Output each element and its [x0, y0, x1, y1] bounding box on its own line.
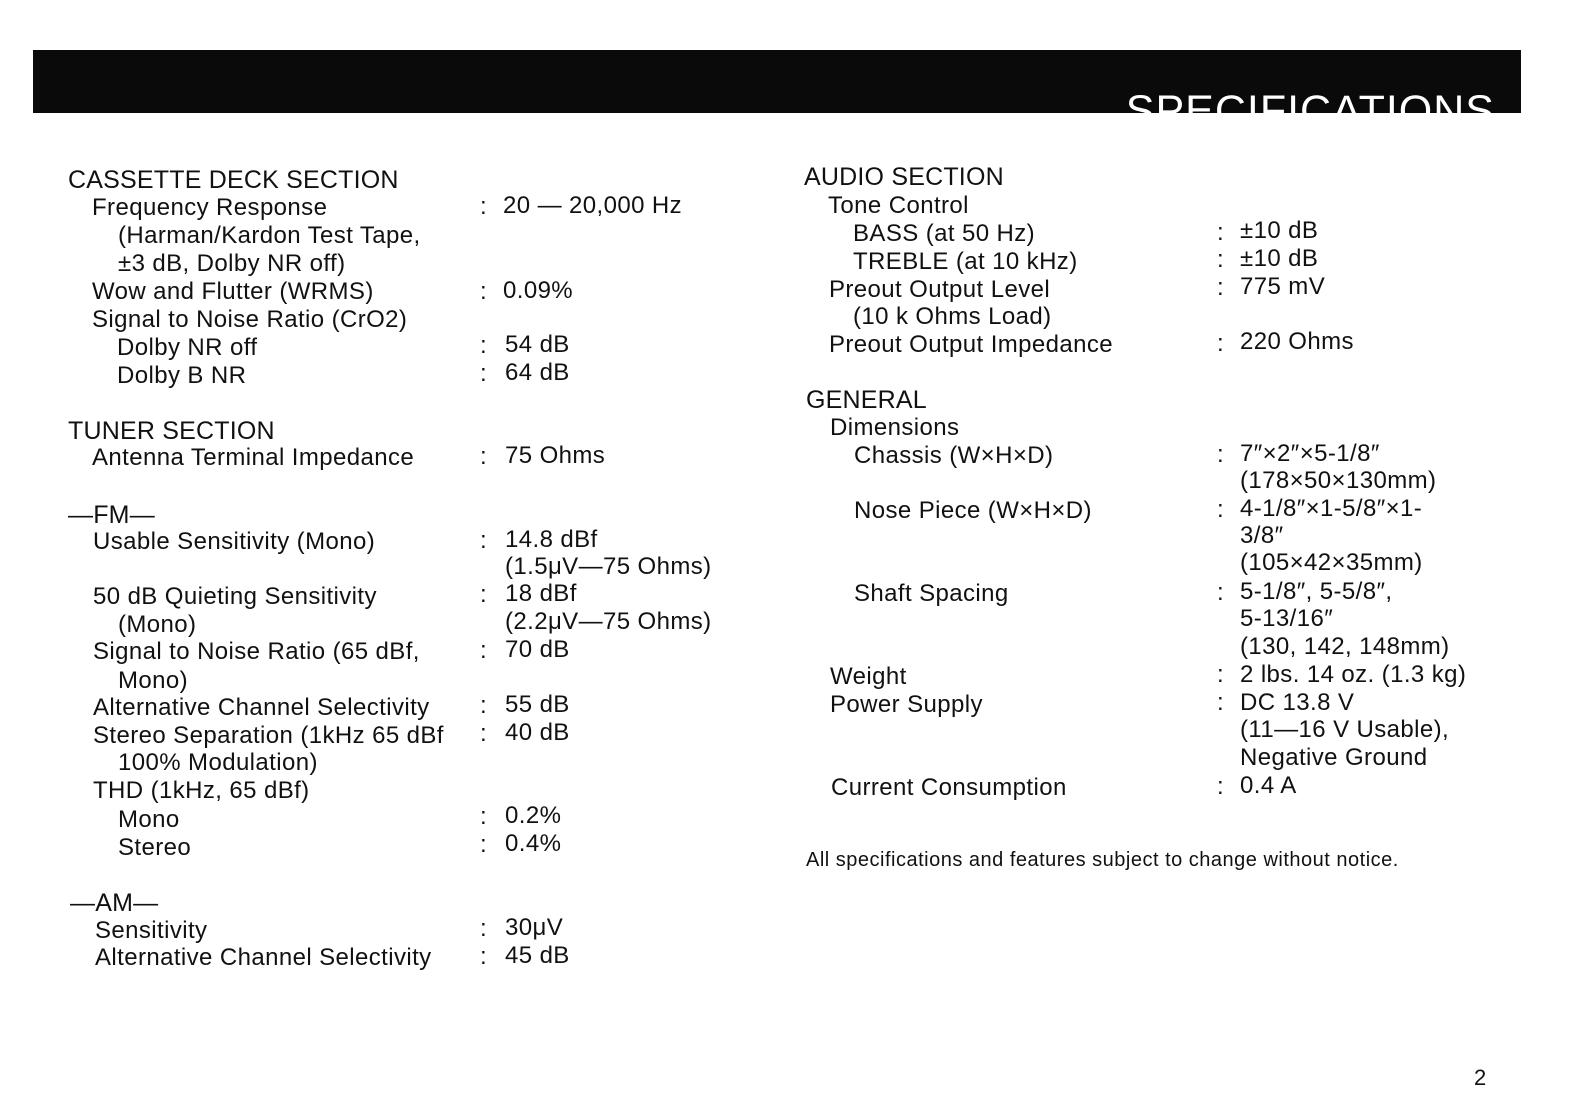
colon: : [1217, 246, 1224, 273]
colon: : [480, 943, 487, 970]
spec-label: Antenna Terminal Impedance [92, 444, 415, 471]
spec-label: BASS (at 50 Hz) [853, 220, 1036, 247]
spec-value: (105×42×35mm) [1240, 549, 1423, 576]
spec-value: 3/8″ [1240, 522, 1284, 549]
spec-value: 55 dB [505, 691, 570, 718]
spec-label: Wow and Flutter (WRMS) [92, 278, 374, 305]
spec-value: 0.2% [505, 802, 562, 829]
spec-label: Chassis (W×H×D) [854, 442, 1054, 469]
colon: : [480, 278, 487, 305]
spec-value: 45 dB [505, 942, 570, 969]
spec-label: THD (1kHz, 65 dBf) [93, 777, 310, 804]
spec-value: Negative Ground [1240, 744, 1428, 771]
spec-label: Dimensions [830, 414, 960, 441]
spec-label: Mono) [118, 667, 189, 694]
colon: : [480, 581, 487, 608]
spec-label: Usable Sensitivity (Mono) [93, 528, 376, 555]
spec-value: 0.09% [503, 277, 574, 304]
section-heading: CASSETTE DECK SECTION [68, 166, 399, 194]
spec-value: 0.4 A [1240, 772, 1297, 799]
colon: : [480, 193, 487, 220]
spec-label: Dolby B NR [117, 362, 247, 389]
spec-value: 220 Ohms [1240, 328, 1354, 355]
disclaimer-note: All specifications and features subject to change without notice. [806, 849, 1399, 871]
spec-label: Current Consumption [831, 774, 1067, 801]
spec-label: Alternative Channel Selectivity [93, 694, 430, 721]
spec-value: 2 lbs. 14 oz. (1.3 kg) [1240, 661, 1467, 688]
spec-value: 5-13/16″ [1240, 605, 1334, 632]
spec-value: (2.2μV—75 Ohms) [505, 608, 712, 635]
colon: : [1217, 689, 1224, 716]
spec-label: 100% Modulation) [118, 749, 318, 776]
colon: : [480, 443, 487, 470]
section-heading: —FM— [68, 501, 155, 529]
spec-label: Preout Output Impedance [829, 331, 1114, 358]
spec-label: Tone Control [828, 192, 969, 219]
spec-label: 50 dB Quieting Sensitivity [93, 583, 377, 610]
colon: : [1217, 661, 1224, 688]
colon: : [480, 915, 487, 942]
spec-value: 775 mV [1240, 273, 1326, 300]
spec-value: 18 dBf [505, 580, 577, 607]
spec-value: 54 dB [505, 331, 570, 358]
colon: : [1217, 496, 1224, 523]
spec-value: (11—16 V Usable), [1240, 716, 1450, 743]
spec-label: Shaft Spacing [854, 580, 1009, 607]
spec-value: 7″×2″×5-1/8″ [1240, 440, 1380, 467]
spec-label: Power Supply [830, 691, 983, 718]
spec-label: Nose Piece (W×H×D) [854, 497, 1092, 524]
page-title: SPECIFICATIONS [1125, 86, 1495, 135]
spec-note: (10 k Ohms Load) [853, 303, 1052, 330]
colon: : [1217, 219, 1224, 246]
spec-value: 70 dB [505, 636, 570, 663]
title-banner [33, 50, 1521, 135]
spec-label: Mono [118, 806, 180, 833]
colon: : [480, 831, 487, 858]
colon: : [480, 637, 487, 664]
colon: : [1217, 773, 1224, 800]
spec-value: 30μV [505, 914, 564, 941]
spec-value: 40 dB [505, 719, 570, 746]
spec-value: 0.4% [505, 830, 562, 857]
spec-label: Alternative Channel Selectivity [95, 944, 432, 971]
colon: : [1217, 330, 1224, 357]
spec-label: TREBLE (at 10 kHz) [853, 248, 1078, 275]
spec-label: Weight [830, 663, 907, 690]
spec-value: 20 — 20,000 Hz [503, 192, 683, 219]
spec-value: DC 13.8 V [1240, 689, 1355, 716]
spec-label: Stereo Separation (1kHz 65 dBf [93, 722, 444, 749]
section-heading: GENERAL [806, 386, 927, 414]
colon: : [1217, 441, 1224, 468]
spec-label: Preout Output Level [829, 276, 1051, 303]
spec-value: 4-1/8″×1-5/8″×1- [1240, 495, 1423, 522]
spec-value: (178×50×130mm) [1240, 467, 1437, 494]
spec-label: Dolby NR off [117, 334, 258, 361]
colon: : [1217, 579, 1224, 606]
colon: : [480, 527, 487, 554]
spec-value: 64 dB [505, 359, 570, 386]
spec-label: Sensitivity [95, 917, 208, 944]
colon: : [480, 360, 487, 387]
colon: : [480, 692, 487, 719]
spec-value: ±10 dB [1240, 245, 1319, 272]
spec-value: (130, 142, 148mm) [1240, 633, 1450, 660]
colon: : [480, 332, 487, 359]
section-heading: AUDIO SECTION [804, 163, 1004, 191]
spec-label: Signal to Noise Ratio (CrO2) [92, 306, 408, 333]
spec-label: (Mono) [118, 611, 197, 638]
spec-note: ±3 dB, Dolby NR off) [118, 250, 346, 277]
spec-label: Stereo [118, 834, 192, 861]
colon: : [1217, 274, 1224, 301]
spec-value: ±10 dB [1240, 217, 1319, 244]
spec-value: 75 Ohms [505, 442, 606, 469]
spec-value: (1.5μV—75 Ohms) [505, 553, 712, 580]
spec-value: 5-1/8″, 5-5/8″, [1240, 578, 1393, 605]
spec-label: Frequency Response [92, 194, 328, 221]
page-number: 2 [1474, 1065, 1487, 1090]
colon: : [480, 720, 487, 747]
spec-value: 14.8 dBf [505, 526, 598, 553]
spec-note: (Harman/Kardon Test Tape, [118, 222, 421, 249]
colon: : [480, 803, 487, 830]
section-heading: —AM— [70, 889, 159, 917]
spec-label: Signal to Noise Ratio (65 dBf, [93, 638, 420, 665]
section-heading: TUNER SECTION [68, 417, 275, 445]
